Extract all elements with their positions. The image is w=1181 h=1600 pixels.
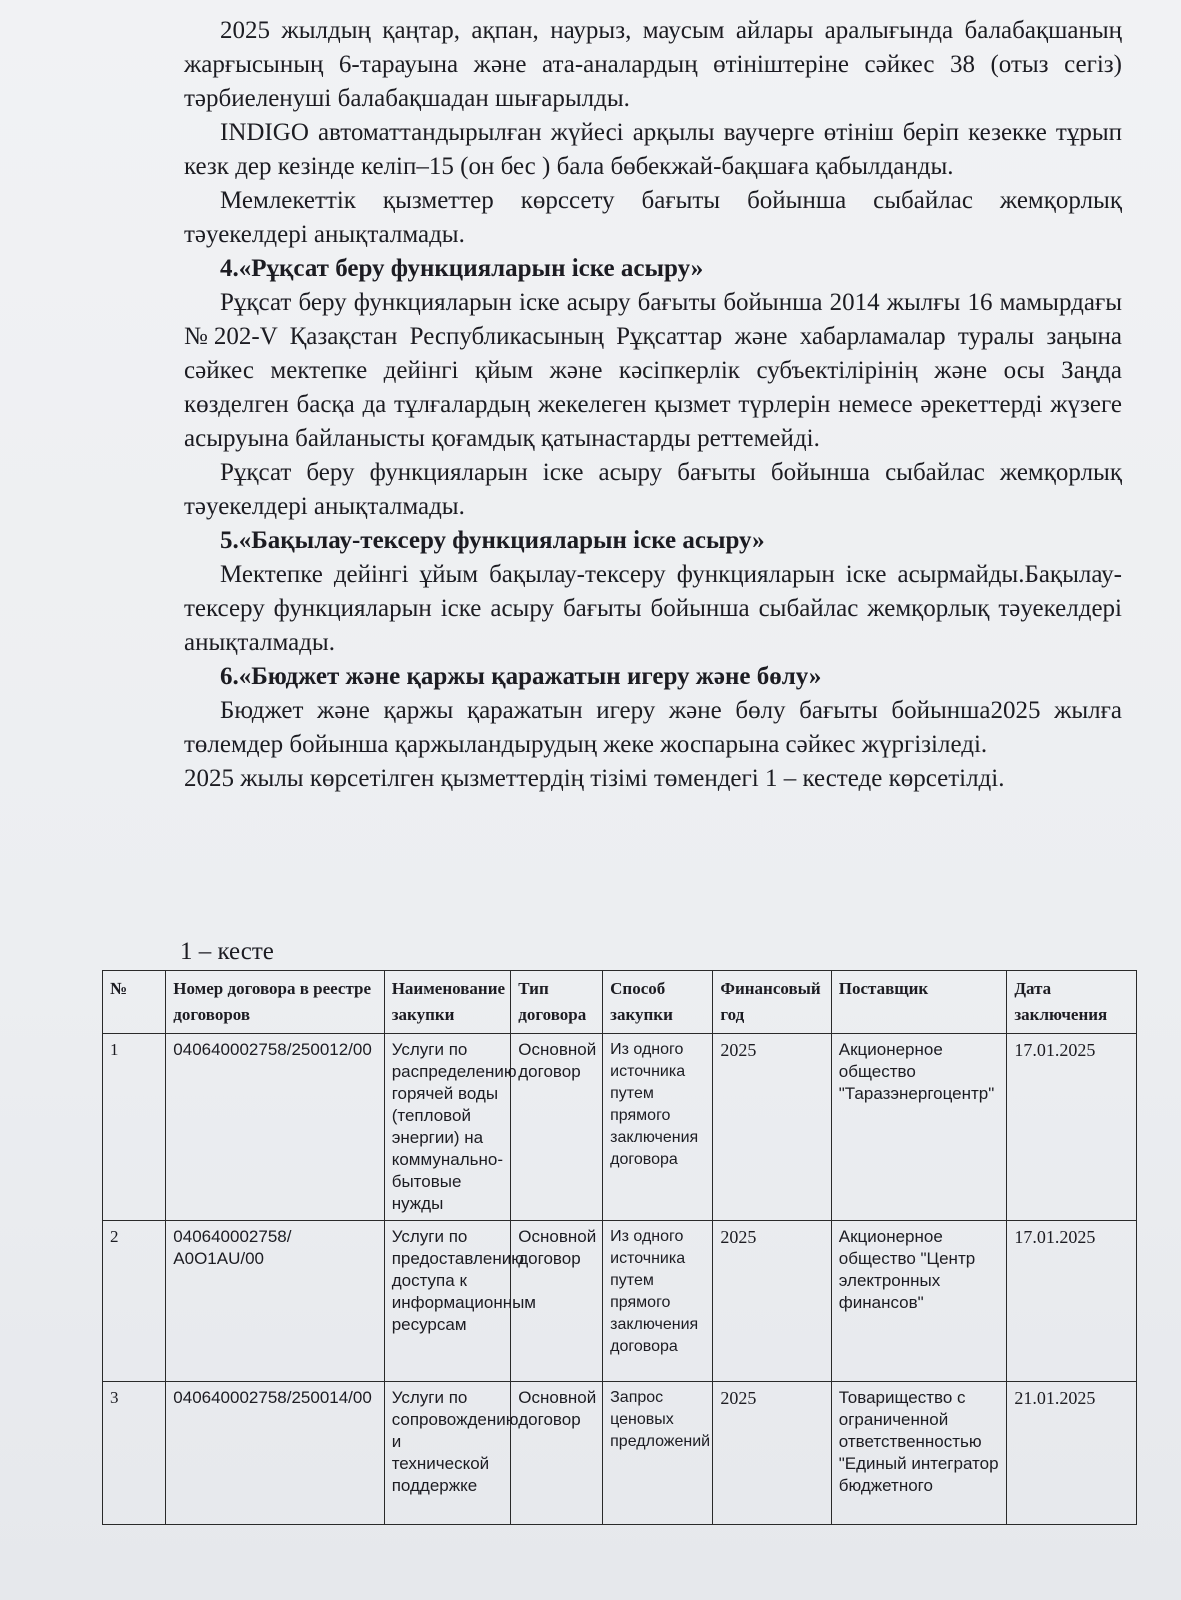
cell-conclusion-date: 21.01.2025 xyxy=(1007,1382,1137,1525)
cell-financial-year: 2025 xyxy=(713,1382,831,1525)
section-heading-4: 4.«Рұқсат беру функцияларын іске асыру» xyxy=(220,255,704,282)
header-conclusion-date: Дата заключения xyxy=(1007,971,1137,1034)
cell-conclusion-date: 17.01.2025 xyxy=(1007,1034,1137,1221)
cell-financial-year: 2025 xyxy=(713,1221,831,1382)
paragraph: Мемлекеттік қызметтер көрссету бағыты бойынша сыбайлас жемқорлық тәуекелдері анықталмады. xyxy=(184,187,1122,248)
cell-purchase-name: Услуги по сопровождению и технической поддержке xyxy=(384,1382,511,1525)
cell-contract-number: 040640002758/250012/00 xyxy=(166,1034,384,1221)
cell-contract-number: 040640002758/250014/00 xyxy=(166,1382,384,1525)
cell-purchase-name: Услуги по предоставлению доступа к информационным ресурсам xyxy=(384,1221,511,1382)
contracts-table xyxy=(102,970,1137,1525)
cell-supplier: Товарищество с ограниченной ответственностью "Единый интегратор бюджетного xyxy=(831,1382,1007,1525)
paragraph: Бюджет және қаржы қаражатын игеру және бөлу бағыты бойынша2025 жылға төлемдер бойынша қаржыландырудың жеке жоспарына сәйкес жүргізіледі. xyxy=(184,697,1122,758)
cell-contract-number: 040640002758/А0О1АU/00 xyxy=(166,1221,384,1382)
header-supplier: Поставщик xyxy=(831,971,1007,1034)
section-heading-5: 5.«Бақылау-тексеру функцияларын іске асыру» xyxy=(220,527,765,554)
cell-contract-type: Основной договор xyxy=(511,1382,603,1525)
cell-supplier: Акционерное общество "Центр электронных финансов" xyxy=(831,1221,1007,1382)
cell-purchase-method: Запрос ценовых предложений xyxy=(603,1382,713,1525)
paragraph: Рұқсат беру функцияларын іске асыру бағыты бойынша сыбайлас жемқорлық тәуекелдері анықталмады. xyxy=(184,459,1122,520)
paragraph: INDIGO автоматтандырылған жүйесі арқылы ваучерге өтініш беріп кезекке тұрып кезк дер кезінде келіп–15 (он бес ) бала бөбекжай-бақшаға қабылданды. xyxy=(184,119,1122,180)
header-contract-type: Тип договора xyxy=(511,971,603,1034)
paragraph: Мектепке дейінгі ұйым бақылау-тексеру функцияларын іске асырмайды.Бақылау-тексеру функцияларын іске асыру бағыты бойынша сыбайлас жемқорлық тәуекелдері анықталмады. xyxy=(184,561,1122,656)
document-body xyxy=(184,14,1122,796)
table-caption: 1 – кесте xyxy=(180,938,274,965)
header-number: № xyxy=(103,971,166,1034)
cell-supplier: Акционерное общество "Таразэнергоцентр" xyxy=(831,1034,1007,1221)
cell-number: 2 xyxy=(103,1221,166,1382)
table-row xyxy=(103,1382,1137,1525)
cell-financial-year: 2025 xyxy=(713,1034,831,1221)
header-purchase-name: Наименование закупки xyxy=(384,971,511,1034)
header-financial-year: Финансовый год xyxy=(713,971,831,1034)
table-row xyxy=(103,1034,1137,1221)
cell-conclusion-date: 17.01.2025 xyxy=(1007,1221,1137,1382)
cell-purchase-method: Из одного источника путем прямого заключения договора xyxy=(603,1221,713,1382)
header-purchase-method: Способ закупки xyxy=(603,971,713,1034)
table-row xyxy=(103,1221,1137,1382)
cell-contract-type: Основной договор xyxy=(511,1034,603,1221)
paragraph: 2025 жылдың қаңтар, ақпан, наурыз, маусым айлары аралығында балабақшаның жарғысының 6-тарауына және ата-аналардың өтініштеріне сәйкес 38 (отыз сегіз) тәрбиеленуші балабақшадан шығарылды. xyxy=(184,17,1122,112)
section-heading-6: 6.«Бюджет және қаржы қаражатын игеру және бөлу» xyxy=(220,663,822,690)
header-contract-number: Номер договора в реестре договоров xyxy=(166,971,384,1034)
cell-number: 3 xyxy=(103,1382,166,1525)
cell-purchase-name: Услуги по распределению горячей воды (тепловой энергии) на коммунально-бытовые нужды xyxy=(384,1034,511,1221)
table-header-row xyxy=(103,971,1137,1034)
paragraph: 2025 жылы көрсетілген қызметтердің тізімі төмендегі 1 – кестеде көрсетілді. xyxy=(184,765,1005,792)
cell-contract-type: Основной договор xyxy=(511,1221,603,1382)
paragraph: Рұқсат беру функцияларын іске асыру бағыты бойынша 2014 жылғы 16 мамырдағы №202-V Қазақстан Республикасының Рұқсаттар және хабарламалар туралы заңына сәйкес мектепке дейінгі қйым және кәсіпкерлік субъектілірінің және осы Заңда көзделген басқа да тұлғалардың жекелеген қызмет түрлерін немесе әрекеттерді жүзеге асыруына байланысты қоғамдық қатынастарды реттемейді. xyxy=(184,289,1122,452)
cell-purchase-method: Из одного источника путем прямого заключения договора xyxy=(603,1034,713,1221)
cell-number: 1 xyxy=(103,1034,166,1221)
